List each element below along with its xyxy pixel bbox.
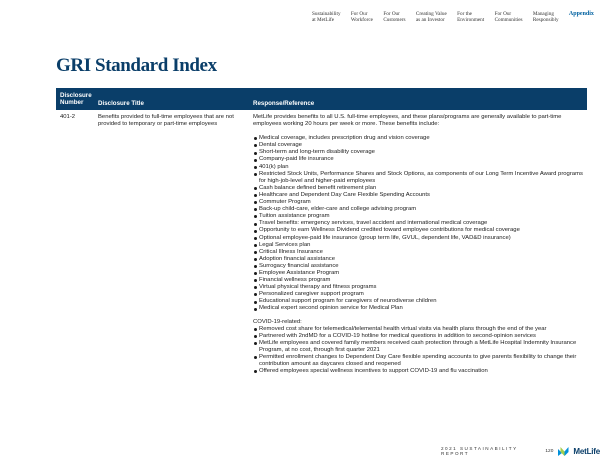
nav-item-for-our-workforce[interactable]: For Our Workforce [350,11,373,23]
report-label: 2021 SUSTAINABILITY REPORT [441,446,518,456]
benefit-item: Back-up child-care, elder-care and college advising program [253,206,583,213]
covid-heading: COVID-19-related: [253,318,302,325]
benefit-item: Educational support program for caregivers of neurodiverse children [253,298,583,305]
benefit-item: Adoption financial assistance [253,256,583,263]
benefit-item: Critical Illness Insurance [253,249,583,256]
covid-item: Permitted enrollment changes to Dependent Day Care flexible spending accounts to give parents flexibility to change their contribution amount as daycares closed and reopened [253,354,583,368]
page-number: 120 [545,448,554,454]
benefit-item: Medical expert second opinion service for Medical Plan [253,305,583,312]
benefit-item: Surrogacy financial assistance [253,263,583,270]
response-intro: MetLife provides benefits to all U.S. full-time employees, and these plans/programs are generally available to part-time employees working 20 hours per week or more. These benefits include: [253,114,562,128]
benefit-item: Legal Services plan [253,242,583,249]
top-navigation [312,11,594,23]
nav-item-for-the-environment[interactable]: For the Environment [457,11,485,23]
benefit-item: Dental coverage [253,142,583,149]
header-disclosure-title: Disclosure Title [98,100,144,107]
benefit-item: Virtual physical therapy and fitness programs [253,284,583,291]
nav-item-appendix[interactable]: Appendix [568,11,594,17]
benefit-item: Opportunity to earn Wellness Dividend credited toward employee contributions for medical coverage [253,227,583,234]
nav-item-managing-responsibly[interactable]: Managing Responsibly [532,11,559,23]
response-cell [253,114,583,375]
benefit-item: Commuter Program [253,199,583,206]
nav-item-for-our-customers[interactable]: For Our Customers [383,11,406,23]
logo-wordmark: MetLife [573,446,600,456]
metlife-logo[interactable] [558,447,600,456]
nav-item-for-our-communities[interactable]: For Our Communities [494,11,523,23]
benefit-item: Restricted Stock Units, Performance Shares and Stock Options, as components of our Long Term Incentive Award programs for high-job-level and higher-paid employees [253,171,583,185]
nav-item-creating-value-as-an-investor[interactable]: Creating Value as an Investor [415,11,447,23]
benefit-item: Medical coverage, includes prescription drug and vision coverage [253,135,583,142]
footer [441,446,600,456]
page-title: GRI Standard Index [56,55,217,76]
benefit-item: 401(k) plan [253,164,583,171]
benefit-item: Personalized caregiver support program [253,291,583,298]
table-row [56,114,587,444]
disclosure-number: 401-2 [60,114,76,120]
benefit-item: Optional employee-paid life insurance (group term life, GVUL, dependent life, VAD&D insurance) [253,235,583,242]
metlife-logo-icon [558,447,571,456]
covid-item: Offered employees special wellness incentives to support COVID-19 and flu vaccination [253,368,583,375]
benefit-item: Short-term and long-term disability coverage [253,149,583,156]
covid-item: MetLife employees and covered family members received cash protection through a MetLife Hospital Indemnity Insurance Program, at no cost, through first quarter 2021 [253,340,583,354]
benefit-item: Employee Assistance Program [253,270,583,277]
benefit-item: Company-paid life insurance [253,156,583,163]
header-response-reference: Response/Reference [253,100,315,107]
benefit-item: Tuition assistance program [253,213,583,220]
covid-list [253,326,583,376]
table-header [56,88,587,110]
benefit-item: Travel benefits: emergency services, travel accident and international medical coverage [253,220,583,227]
benefit-item: Financial wellness program [253,277,583,284]
benefit-item: Healthcare and Dependent Day Care Flexible Spending Accounts [253,192,583,199]
nav-item-sustainability-at-metlife[interactable]: Sustainability at MetLife [312,11,341,23]
covid-item: Removed cost share for telemedical/telemental health virtual visits via health plans through the end of the year [253,326,583,333]
header-disclosure-number: Disclosure Number [60,92,92,106]
covid-item: Partnered with 2ndMD for a COVID-19 hotline for medical questions in addition to second-opinion services [253,333,583,340]
disclosure-title: Benefits provided to full-time employees that are not provided to temporary or part-time employees [98,114,234,128]
benefit-item: Cash balance defined benefit retirement plan [253,185,583,192]
benefits-list [253,135,583,312]
